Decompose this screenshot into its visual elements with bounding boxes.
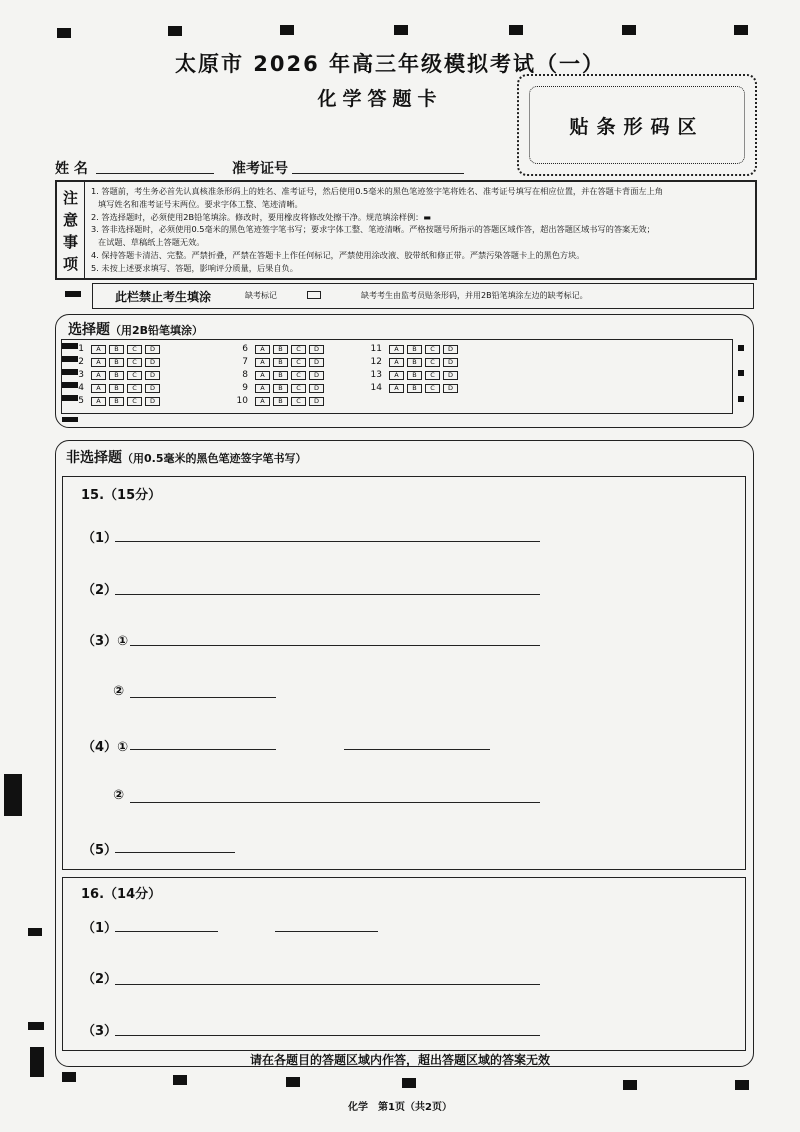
timing-mark: [173, 1075, 187, 1085]
answer-bubble[interactable]: A: [91, 384, 106, 393]
q15-part-3-1-line[interactable]: [130, 645, 540, 646]
timing-mark: [738, 396, 744, 402]
q16-part-2-label: （2）: [82, 972, 118, 987]
notice-heading-char: 意: [62, 210, 78, 229]
q15-part-1-label: （1）: [82, 531, 118, 546]
choice-question: [234, 370, 324, 380]
answer-bubble[interactable]: B: [273, 384, 288, 393]
nonchoice-title: [66, 447, 307, 467]
q15-answer-box: [62, 476, 746, 870]
timing-mark: [622, 25, 636, 35]
notice-text: [91, 185, 751, 275]
notice-line: 3. 答非选择题时，必须使用0.5毫米的黑色笔迹签字笔书写；要求字体工整、笔迹清晰。严格按题号所指示的答题区域作答，超出答题区域书写的答案无效；: [91, 224, 655, 235]
timing-mark: [62, 369, 78, 375]
q16-part-1-line-a[interactable]: [115, 931, 218, 932]
answer-bubble[interactable]: D: [309, 358, 324, 367]
answer-bubble[interactable]: C: [291, 371, 306, 380]
timing-mark: [62, 417, 78, 422]
page-footer: 化学 第1页（共2页）: [348, 1102, 452, 1113]
answer-bubble[interactable]: A: [255, 397, 270, 406]
notice-heading: [57, 182, 85, 278]
notice-line: 2. 答选择题时，必须使用2B铅笔填涂。修改时，要用橡皮将修改处擦干净。规范填涂样例：▬: [91, 211, 432, 222]
answer-bubble[interactable]: D: [145, 384, 160, 393]
choice-question: [368, 370, 458, 380]
absent-mark-label: 缺考标记: [245, 291, 277, 300]
answer-bubble[interactable]: A: [389, 384, 404, 393]
choice-grid: [61, 339, 733, 414]
timing-mark: [65, 291, 81, 297]
question-number: 7: [242, 357, 248, 367]
answer-bubble[interactable]: B: [109, 358, 124, 367]
answer-bubble[interactable]: D: [309, 384, 324, 393]
name-field[interactable]: [96, 173, 214, 174]
notice-box: [55, 180, 757, 280]
answer-bubble[interactable]: C: [127, 371, 142, 380]
choice-question: [368, 344, 458, 354]
notice-line: 填写姓名和准考证号末两位。要求字体工整、笔迹清晰。: [98, 198, 303, 209]
q15-part-2-line[interactable]: [115, 594, 540, 595]
question-number: 6: [242, 344, 248, 354]
q15-part-3-1-label: （3）①: [82, 634, 129, 649]
answer-bubble[interactable]: D: [145, 397, 160, 406]
answer-bubble[interactable]: D: [309, 397, 324, 406]
answer-bubble[interactable]: D: [443, 345, 458, 354]
choice-question: [368, 383, 458, 393]
notice-line: 1. 答题前，考生务必首先认真核准条形码上的姓名、准考证号，然后使用0.5毫米的黑色笔迹签字笔将姓名、准考证号填写在相应位置，并在答题卡背面左上角: [91, 186, 663, 196]
question-number: 13: [370, 370, 382, 380]
q15-part-4-1-label: （4）①: [82, 740, 129, 755]
notice-line: 4. 保持答题卡清洁、完整。严禁折叠，严禁在答题卡上作任何标记，严禁使用涂改液、胶带纸和修正带。严禁污染答题卡上的黑色方块。: [91, 249, 585, 260]
answer-bubble[interactable]: D: [443, 371, 458, 380]
q16-part-3-label: （3）: [82, 1024, 118, 1039]
q16-part-3-line[interactable]: [115, 1035, 540, 1036]
answer-bubble[interactable]: D: [145, 345, 160, 354]
answer-bubble[interactable]: B: [273, 345, 288, 354]
choice-title: [68, 319, 203, 339]
timing-mark: [286, 1077, 300, 1087]
barcode-label: 贴条形码区: [529, 86, 745, 164]
question-number: 8: [242, 370, 248, 380]
answer-bubble[interactable]: A: [389, 371, 404, 380]
no-fill-bar: [92, 283, 754, 309]
answer-bubble[interactable]: D: [443, 384, 458, 393]
answer-bubble[interactable]: B: [109, 384, 124, 393]
timing-mark: [62, 343, 78, 349]
q16-title: 16.（14分）: [81, 887, 162, 902]
question-number: 5: [78, 396, 84, 406]
answer-bubble[interactable]: A: [389, 358, 404, 367]
notice-heading-char: 事: [62, 232, 78, 251]
timing-mark: [734, 25, 748, 35]
question-number: 12: [370, 357, 382, 367]
notice-heading-char: 项: [62, 254, 78, 273]
timing-mark: [62, 382, 78, 388]
answer-bubble[interactable]: C: [291, 384, 306, 393]
timing-mark: [738, 345, 744, 351]
answer-bubble[interactable]: B: [109, 397, 124, 406]
absent-note: 缺考考生由监考员贴条形码，并用2B铅笔填涂左边的缺考标记。: [361, 291, 588, 300]
choice-question: [70, 370, 160, 380]
answer-bubble[interactable]: C: [127, 358, 142, 367]
answer-bubble[interactable]: C: [127, 345, 142, 354]
card-subtitle: 化学答题卡: [317, 88, 443, 110]
q15-part-3-2-label: ②: [113, 684, 125, 699]
answer-bubble[interactable]: A: [255, 358, 270, 367]
question-number: 10: [236, 396, 248, 406]
nonchoice-note: （用0.5毫米的黑色笔迹签字笔书写）: [122, 452, 307, 465]
answer-bubble[interactable]: C: [291, 358, 306, 367]
absent-mark-box[interactable]: [307, 291, 321, 299]
q15-part-5-label: （5）: [82, 843, 118, 858]
answer-bubble[interactable]: C: [127, 384, 142, 393]
answer-bubble[interactable]: A: [389, 345, 404, 354]
choice-question: [70, 396, 160, 406]
answer-bubble[interactable]: C: [127, 397, 142, 406]
q16-part-1-line-b[interactable]: [275, 931, 378, 932]
notice-line: 5. 未按上述要求填写、答题，影响评分质量，后果自负。: [91, 262, 298, 273]
answer-bubble[interactable]: A: [91, 358, 106, 367]
answer-bubble[interactable]: B: [407, 384, 422, 393]
timing-mark: [168, 26, 182, 36]
question-number: 4: [78, 383, 84, 393]
answer-bubble[interactable]: B: [407, 371, 422, 380]
choice-title-text: 选择题: [68, 322, 110, 338]
answer-bubble[interactable]: C: [425, 345, 440, 354]
answer-area-warning: 请在各题目的答题区域内作答，超出答题区域的答案无效: [249, 1053, 550, 1067]
answer-bubble[interactable]: D: [309, 345, 324, 354]
choice-question: [70, 357, 160, 367]
answer-bubble[interactable]: D: [145, 358, 160, 367]
q16-part-2-line[interactable]: [115, 984, 540, 985]
exam-id-label: 准考证号: [232, 161, 288, 177]
question-number: 14: [370, 383, 382, 393]
answer-bubble[interactable]: D: [309, 371, 324, 380]
timing-mark: [30, 1047, 44, 1077]
timing-mark: [28, 1022, 44, 1030]
answer-bubble[interactable]: A: [255, 371, 270, 380]
q16-part-1-label: （1）: [82, 921, 118, 936]
answer-bubble[interactable]: A: [91, 345, 106, 354]
q15-part-5-line[interactable]: [115, 852, 235, 853]
answer-bubble[interactable]: C: [425, 371, 440, 380]
answer-bubble[interactable]: B: [273, 358, 288, 367]
timing-mark: [394, 25, 408, 35]
barcode-area: [517, 74, 757, 176]
notice-line: 在试题、草稿纸上答题无效。: [98, 237, 205, 248]
timing-mark: [623, 1080, 637, 1090]
answer-bubble[interactable]: A: [255, 345, 270, 354]
answer-bubble[interactable]: C: [291, 397, 306, 406]
choice-question: [70, 344, 160, 354]
q15-part-4-1-line-b[interactable]: [344, 749, 490, 750]
answer-bubble[interactable]: A: [91, 371, 106, 380]
q16-answer-box: [62, 877, 746, 1051]
answer-bubble[interactable]: C: [425, 358, 440, 367]
q15-title: 15.（15分）: [81, 488, 162, 503]
question-number: 9: [242, 383, 248, 393]
choice-question: [234, 383, 324, 393]
choice-question: [234, 344, 324, 354]
answer-bubble[interactable]: D: [443, 358, 458, 367]
choice-question: [368, 357, 458, 367]
answer-bubble[interactable]: B: [109, 345, 124, 354]
q15-part-2-label: （2）: [82, 583, 118, 598]
q15-part-4-2-line[interactable]: [130, 802, 540, 803]
answer-bubble[interactable]: B: [407, 358, 422, 367]
nonchoice-title-text: 非选择题: [66, 450, 122, 466]
q15-part-3-2-line[interactable]: [130, 697, 276, 698]
timing-mark: [4, 774, 22, 816]
choice-section: [55, 314, 754, 428]
q15-part-1-line[interactable]: [115, 541, 540, 542]
choice-note: （用2B铅笔填涂）: [110, 324, 204, 337]
question-number: 11: [370, 344, 382, 354]
answer-bubble[interactable]: D: [145, 371, 160, 380]
timing-mark: [62, 1072, 76, 1082]
choice-question: [234, 357, 324, 367]
name-label: 姓 名: [55, 161, 88, 177]
choice-question: [70, 383, 160, 393]
answer-bubble[interactable]: C: [425, 384, 440, 393]
timing-mark: [402, 1078, 416, 1088]
answer-bubble[interactable]: B: [109, 371, 124, 380]
question-number: 3: [78, 370, 84, 380]
timing-mark: [28, 928, 42, 936]
answer-bubble[interactable]: A: [255, 384, 270, 393]
q15-part-4-1-line-a[interactable]: [130, 749, 276, 750]
timing-mark: [735, 1080, 749, 1090]
q15-part-4-2-label: ②: [113, 788, 125, 803]
choice-question: [234, 396, 324, 406]
timing-mark: [62, 395, 78, 401]
timing-mark: [738, 370, 744, 376]
answer-bubble[interactable]: B: [273, 371, 288, 380]
question-number: 1: [78, 344, 84, 354]
no-fill-label: 此栏禁止考生填涂: [115, 290, 212, 304]
notice-heading-char: 注: [62, 188, 78, 207]
answer-bubble[interactable]: C: [291, 345, 306, 354]
timing-mark: [509, 25, 523, 35]
exam-title: 太原市 2026 年高三年级模拟考试（一）: [174, 52, 606, 76]
exam-id-field[interactable]: [292, 173, 464, 174]
timing-mark: [62, 356, 78, 362]
question-number: 2: [78, 357, 84, 367]
answer-bubble[interactable]: A: [91, 397, 106, 406]
timing-mark: [280, 25, 294, 35]
answer-bubble[interactable]: B: [407, 345, 422, 354]
timing-mark: [57, 28, 71, 38]
answer-bubble[interactable]: B: [273, 397, 288, 406]
